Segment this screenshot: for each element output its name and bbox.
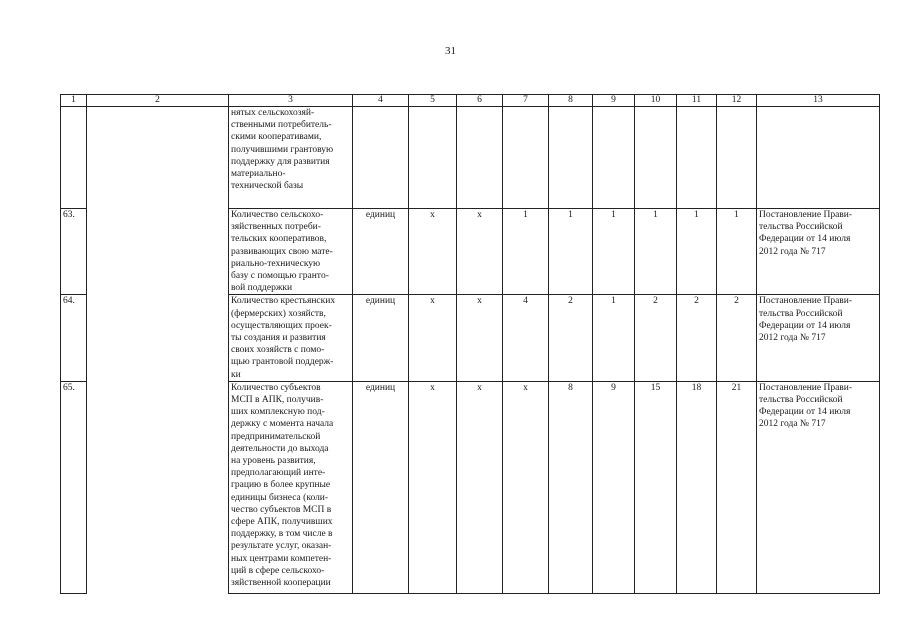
value-cell (457, 107, 503, 209)
indicator-name (229, 107, 353, 209)
territory-cell (87, 295, 229, 381)
indicator-name-line: держку с момента начала (231, 419, 334, 430)
indicator-name-line: получившими грантовую (231, 144, 334, 155)
source-line: Федерации от 14 июля (759, 234, 851, 245)
indicator-name-line: зяйственной кооперации (231, 578, 331, 589)
source-line: 2012 года № 717 (759, 333, 826, 344)
indicator-name-line: поддержку, в том числе в (231, 529, 333, 540)
indicator-name-line: (фермерских) хозяйств, (231, 308, 326, 319)
unit-cell: единиц (353, 381, 409, 593)
value-cell: 1 (549, 209, 593, 295)
indicator-name-line: МСП в АПК, получив- (231, 395, 324, 406)
indicator-name-line: ших комплексную под- (231, 407, 325, 418)
column-header: 8 (549, 95, 593, 107)
value-cell (503, 107, 549, 209)
column-header: 10 (635, 95, 677, 107)
column-header: 6 (457, 95, 503, 107)
value-cell: х (457, 295, 503, 381)
unit-cell: единиц (353, 209, 409, 295)
source-line: тельства Российской (759, 308, 843, 319)
value-cell: 1 (593, 295, 635, 381)
territory-cell (87, 107, 229, 209)
value-cell: 2 (549, 295, 593, 381)
table-row (61, 107, 880, 209)
indicator-name-line: чество субъектов МСП в (231, 504, 332, 515)
source-cell (757, 381, 880, 593)
value-cell: 15 (635, 381, 677, 593)
territory-cell (87, 209, 229, 295)
column-header: 5 (409, 95, 457, 107)
source-line: 2012 года № 717 (759, 246, 826, 257)
column-header: 12 (717, 95, 757, 107)
row-number: 64. (61, 295, 87, 381)
column-header: 4 (353, 95, 409, 107)
indicator-name-line: ты создания и развития (231, 333, 326, 344)
value-cell: 18 (677, 381, 717, 593)
table-row (61, 209, 880, 295)
value-cell: х (503, 381, 549, 593)
value-cell: 4 (503, 295, 549, 381)
indicator-name-line: Количество сельскохо- (231, 210, 324, 220)
indicator-name-line: базу с помощью грантo- (231, 271, 329, 282)
indicator-name-line: предпринимательской (231, 431, 321, 442)
value-cell: 21 (717, 381, 757, 593)
value-cell: 1 (503, 209, 549, 295)
value-cell (635, 107, 677, 209)
value-cell: х (457, 381, 503, 593)
value-cell: 2 (677, 295, 717, 381)
indicator-name-line: грацию в более крупные (231, 480, 331, 491)
indicator-name-line: Количество субъектов (231, 382, 321, 393)
indicator-name-line: деятельности до выхода (231, 443, 329, 454)
table-row (61, 381, 880, 593)
value-cell: 2 (635, 295, 677, 381)
indicator-name-line: нятых сельскохозяй- (231, 108, 315, 118)
value-cell: 2 (717, 295, 757, 381)
unit-cell (353, 107, 409, 209)
column-header: 7 (503, 95, 549, 107)
row-number: 65. (61, 381, 87, 593)
value-cell: 1 (635, 209, 677, 295)
value-cell (409, 107, 457, 209)
source-line: 2012 года № 717 (759, 419, 826, 430)
source-line: Постановление Прави- (759, 210, 853, 220)
page-number: 31 (445, 45, 456, 57)
indicator-name-line: ственными потребитель- (231, 120, 332, 131)
source-cell (757, 295, 880, 381)
indicator-name-line: технической базы (231, 181, 304, 192)
source-line: тельства Российской (759, 395, 843, 406)
source-line: Федерации от 14 июля (759, 320, 851, 331)
indicator-name-line: единицы бизнеса (коли- (231, 492, 329, 503)
indicator-name-line: развивающих свою мате- (231, 246, 333, 257)
indicators-table (60, 94, 880, 594)
source-line: Федерации от 14 июля (759, 407, 851, 418)
source-cell (757, 209, 880, 295)
value-cell: 1 (593, 209, 635, 295)
column-header: 1 (61, 95, 87, 107)
value-cell: 1 (677, 209, 717, 295)
unit-cell: единиц (353, 295, 409, 381)
indicator-name (229, 295, 353, 381)
column-header: 13 (757, 95, 880, 107)
indicator-name-line: ных центрами компетен- (231, 553, 332, 564)
indicator-name-line: ки (231, 369, 241, 380)
value-cell (677, 107, 717, 209)
value-cell: 1 (717, 209, 757, 295)
column-header: 11 (677, 95, 717, 107)
indicator-name-line: своих хозяйств с помо- (231, 345, 325, 356)
indicator-name-line: осуществляющих проек- (231, 320, 332, 331)
indicator-name-line: предполагающий инте- (231, 468, 326, 479)
indicator-name-line: скими кооперативами, (231, 132, 322, 143)
indicator-name (229, 381, 353, 593)
indicator-name-line: поддержку для развития (231, 156, 330, 167)
indicator-name-line: ций в сфере сельскохо- (231, 565, 325, 576)
indicator-name-line: вой поддержки (231, 283, 293, 294)
indicator-name-line: зяйственных потреби- (231, 222, 321, 233)
source-cell (757, 107, 880, 209)
row-number: 63. (61, 209, 87, 295)
value-cell (549, 107, 593, 209)
source-line: Постановление Прави- (759, 296, 853, 307)
indicator-name-line: тельских кооперативов, (231, 234, 327, 245)
indicator-name-line: результате услуг, оказан- (231, 541, 332, 552)
indicator-name-line: сфере АПК, получивших (231, 517, 333, 528)
value-cell: х (457, 209, 503, 295)
row-number (61, 107, 87, 209)
value-cell: х (409, 381, 457, 593)
value-cell (593, 107, 635, 209)
indicator-name-line: материально- (231, 169, 286, 180)
indicator-name-line: на уровень развития, (231, 456, 316, 467)
source-line: Постановление Прави- (759, 382, 853, 393)
column-header: 2 (87, 95, 229, 107)
table-row (61, 295, 880, 381)
indicator-name-line: риально-техническую (231, 258, 321, 269)
header-row (61, 95, 880, 107)
value-cell (717, 107, 757, 209)
value-cell: х (409, 295, 457, 381)
source-line: тельства Российской (759, 222, 843, 233)
indicator-name-line: Количество крестьянских (231, 296, 336, 307)
indicator-name (229, 209, 353, 295)
territory-cell (87, 381, 229, 593)
value-cell: х (409, 209, 457, 295)
indicator-name-line: щью грантовой поддерж- (231, 357, 334, 368)
column-header: 3 (229, 95, 353, 107)
value-cell: 8 (549, 381, 593, 593)
value-cell: 9 (593, 381, 635, 593)
column-header: 9 (593, 95, 635, 107)
